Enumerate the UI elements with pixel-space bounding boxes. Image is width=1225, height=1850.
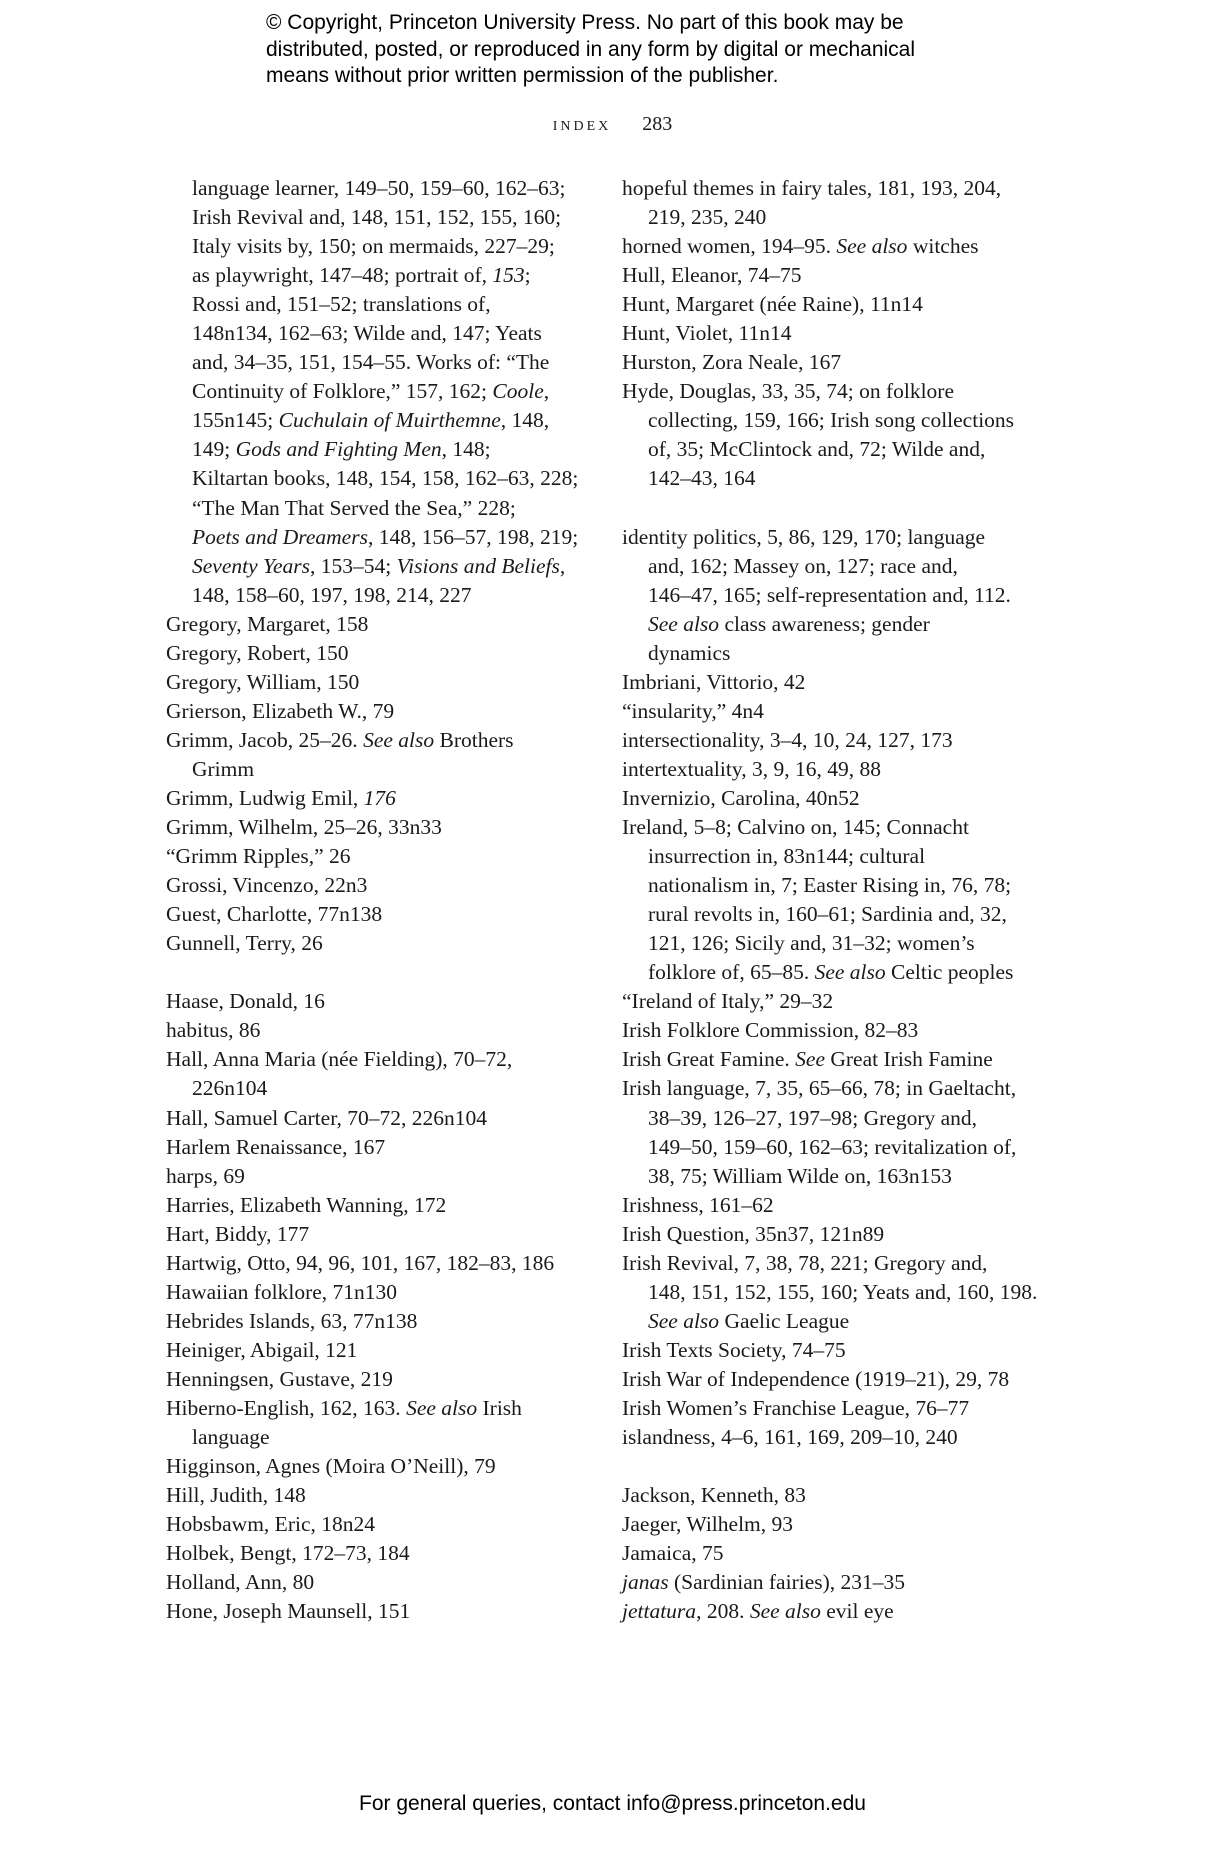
- index-entry-continuation: [622, 435, 1062, 464]
- index-entry: [622, 1394, 1062, 1423]
- entry-text: Grossi, Vincenzo, 22n3: [166, 873, 368, 898]
- entry-text: language learner, 149–50, 159–60, 162–63;: [192, 176, 566, 200]
- index-entry: [166, 871, 586, 900]
- entry-text: Rossi and, 151–52; translations of,: [192, 292, 491, 317]
- index-entry: [166, 1104, 586, 1133]
- index-entry: [622, 290, 1062, 319]
- entry-text: , 148;: [441, 437, 491, 462]
- index-entry: [622, 726, 1062, 755]
- index-entry-continuation: [622, 639, 1062, 668]
- entry-text: 148, 158–60, 197, 198, 214, 227: [192, 582, 472, 607]
- index-entry-continuation: [622, 1162, 1062, 1191]
- entry-text: , 208.: [696, 1599, 750, 1624]
- letter-group-gap: [622, 1452, 1062, 1481]
- index-entry-continuation: [166, 464, 586, 493]
- entry-text: , 148,: [500, 408, 550, 433]
- entry-text: Brothers: [434, 727, 514, 752]
- index-entry-continuation: [622, 958, 1062, 987]
- italic-text: Coole: [492, 379, 544, 404]
- entry-text: Hone, Joseph Maunsell, 151: [166, 1599, 411, 1624]
- italic-text: Seventy Years: [192, 553, 311, 578]
- italic-text: Gods and Fighting Men: [235, 437, 442, 462]
- index-entry: [622, 1539, 1062, 1568]
- index-entry: [622, 523, 1062, 552]
- index-entry: [166, 1394, 586, 1423]
- index-entry: [622, 261, 1062, 290]
- index-entry-continuation: [166, 552, 586, 581]
- copyright-notice: [266, 10, 1026, 90]
- index-entry: [166, 610, 586, 639]
- entry-text: identity politics, 5, 86, 129, 170; language: [622, 524, 986, 549]
- index-entry-continuation: [166, 290, 586, 319]
- index-entry: [166, 1133, 586, 1162]
- index-entry: [166, 1278, 586, 1307]
- index-entry: [166, 1481, 586, 1510]
- entry-text: dynamics: [648, 640, 731, 665]
- index-entry: [622, 1016, 1062, 1045]
- index-entry: [166, 1452, 586, 1481]
- entry-text: ;: [524, 263, 531, 288]
- index-entry: [622, 1191, 1062, 1220]
- index-entry: [622, 1481, 1062, 1510]
- letter-group-gap: [166, 958, 586, 987]
- index-entry: [166, 842, 586, 871]
- entry-text: Italy visits by, 150; on mermaids, 227–29;: [192, 234, 555, 259]
- entry-text: Irish Revival, 7, 38, 78, 221; Gregory and,: [622, 1250, 988, 1275]
- index-entry: [166, 639, 586, 668]
- index-entry: [622, 377, 1062, 406]
- entry-text: class awareness; gender: [719, 611, 930, 636]
- index-entry-continuation: [622, 929, 1062, 958]
- italic-text: See also: [814, 960, 886, 985]
- index-entry: [622, 174, 1062, 203]
- entry-text: , 153–54;: [310, 553, 397, 578]
- entry-text: collecting, 159, 166; Irish song collections: [648, 408, 1015, 433]
- entry-text: Hebrides Islands, 63, 77n138: [166, 1308, 418, 1333]
- entry-text: 149–50, 159–60, 162–63; revitalization of,: [648, 1134, 1017, 1159]
- index-entry-continuation: [166, 523, 586, 552]
- italic-text: See also: [836, 234, 908, 259]
- copyright-line: © Copyright, Princeton University Press. No part of this book may be: [266, 11, 904, 34]
- entry-text: Celtic peoples: [885, 960, 1014, 985]
- index-entry: [166, 697, 586, 726]
- entry-text: Gunnell, Terry, 26: [166, 931, 323, 956]
- entry-text: Gregory, William, 150: [166, 669, 360, 694]
- entry-text: harps, 69: [166, 1163, 245, 1188]
- index-entry-continuation: [166, 377, 586, 406]
- entry-text: Hunt, Margaret (née Raine), 11n14: [622, 292, 923, 317]
- index-entry: [166, 1045, 586, 1074]
- index-entry-continuation: [622, 552, 1062, 581]
- entry-text: Hull, Eleanor, 74–75: [622, 263, 802, 288]
- entry-text: Irish: [477, 1395, 522, 1420]
- entry-text: Irish language, 7, 35, 65–66, 78; in Gaeltacht,: [622, 1076, 1017, 1101]
- italic-text: See also: [363, 727, 435, 752]
- entry-text: folklore of, 65–85.: [648, 960, 815, 985]
- index-entry: [622, 1365, 1062, 1394]
- entry-text: Irish Revival and, 148, 151, 152, 155, 160;: [192, 205, 562, 230]
- copyright-line: distributed, posted, or reproduced in any form by digital or mechanical: [266, 37, 916, 61]
- entry-text: , 148, 156–57, 198, 219;: [367, 524, 579, 549]
- index-entry-continuation: [622, 406, 1062, 435]
- entry-text: as playwright, 147–48; portrait of,: [192, 263, 493, 288]
- italic-text: Visions and Beliefs: [396, 553, 560, 578]
- index-entry: [166, 726, 586, 755]
- entry-text: witches: [907, 234, 979, 259]
- entry-text: language: [192, 1425, 270, 1450]
- entry-text: intertextuality, 3, 9, 16, 49, 88: [622, 756, 881, 781]
- index-entry-continuation: [622, 871, 1062, 900]
- entry-text: insurrection in, 83n144; cultural: [648, 844, 926, 869]
- index-entry: [166, 1016, 586, 1045]
- entry-text: Invernizio, Carolina, 40n52: [622, 785, 860, 810]
- italic-text: 153: [492, 263, 525, 288]
- entry-text: Hall, Samuel Carter, 70–72, 226n104: [166, 1105, 487, 1130]
- index-entry: [166, 1568, 586, 1597]
- index-entry-continuation: [622, 1133, 1062, 1162]
- index-entry-continuation: [166, 755, 586, 784]
- index-column-right: [622, 174, 1062, 1626]
- entry-text: Holbek, Bengt, 172–73, 184: [166, 1541, 410, 1566]
- italic-text: janas: [622, 1570, 669, 1595]
- running-head-label: index: [552, 113, 612, 135]
- index-entry-continuation: [622, 1104, 1062, 1133]
- index-entry: [622, 1568, 1062, 1597]
- entry-text: “The Man That Served the Sea,” 228;: [192, 495, 516, 520]
- entry-text: 146–47, 165; self-representation and, 112.: [648, 582, 1011, 607]
- index-entry-continuation: [622, 900, 1062, 929]
- entry-text: Kiltartan books, 148, 154, 158, 162–63, 228;: [192, 466, 579, 491]
- entry-text: Hobsbawm, Eric, 18n24: [166, 1512, 375, 1537]
- entry-text: Irishness, 161–62: [622, 1192, 774, 1217]
- entry-text: Hyde, Douglas, 33, 35, 74; on folklore: [622, 379, 955, 404]
- running-head: [0, 113, 1225, 136]
- index-entry: [622, 1423, 1062, 1452]
- index-entry: [166, 813, 586, 842]
- entry-text: islandness, 4–6, 161, 169, 209–10, 240: [622, 1425, 958, 1450]
- index-entry: [622, 1220, 1062, 1249]
- entry-text: hopeful themes in fairy tales, 181, 193, 204,: [622, 176, 1002, 200]
- entry-text: Grimm, Ludwig Emil,: [166, 785, 364, 810]
- entry-text: Irish War of Independence (1919–21), 29, 78: [622, 1366, 1010, 1391]
- entry-text: and, 34–35, 151, 154–55. Works of: “The: [192, 350, 550, 375]
- entry-text: (Sardinian fairies), 231–35: [668, 1570, 906, 1595]
- index-entry-continuation: [622, 203, 1062, 232]
- entry-text: Gaelic League: [719, 1308, 850, 1333]
- entry-text: 142–43, 164: [648, 466, 756, 491]
- index-entry-continuation: [166, 1423, 586, 1452]
- index-entry: [622, 348, 1062, 377]
- index-entry: [622, 1045, 1062, 1074]
- entry-text: nationalism in, 7; Easter Rising in, 76, 78;: [648, 873, 1012, 898]
- index-entry: [166, 1365, 586, 1394]
- index-entry: [622, 319, 1062, 348]
- entry-text: Gregory, Robert, 150: [166, 640, 349, 665]
- index-entry: [622, 232, 1062, 261]
- index-entry: [622, 1510, 1062, 1539]
- entry-text: intersectionality, 3–4, 10, 24, 127, 173: [622, 727, 953, 752]
- entry-text: Irish Folklore Commission, 82–83: [622, 1018, 919, 1043]
- index-entry: [622, 1074, 1062, 1103]
- entry-text: horned women, 194–95.: [622, 234, 837, 259]
- entry-text: and, 162; Massey on, 127; race and,: [648, 553, 958, 578]
- italic-text: See also: [648, 1308, 720, 1333]
- index-entry-continuation: [622, 842, 1062, 871]
- entry-text: 149;: [192, 437, 236, 462]
- italic-text: Poets and Dreamers: [192, 524, 368, 549]
- entry-text: ,: [559, 553, 566, 578]
- index-entry: [166, 1307, 586, 1336]
- entry-text: 155n145;: [192, 408, 279, 433]
- italic-text: See: [795, 1047, 825, 1072]
- entry-text: Jackson, Kenneth, 83: [622, 1483, 806, 1508]
- entry-text: Hunt, Violet, 11n14: [622, 321, 792, 346]
- entry-text: Continuity of Folklore,” 157, 162;: [192, 379, 493, 404]
- index-entry-continuation: [166, 435, 586, 464]
- index-entry-continuation: [166, 1074, 586, 1103]
- entry-text: Holland, Ann, 80: [166, 1570, 315, 1595]
- letter-group-gap: [622, 494, 1062, 523]
- italic-text: See also: [648, 611, 720, 636]
- index-entry-continuation: [166, 319, 586, 348]
- index-entry-continuation: [622, 1278, 1062, 1307]
- index-entry-continuation: [166, 232, 586, 261]
- italic-text: jettatura: [622, 1599, 697, 1624]
- copyright-line: means without prior written permission of the publisher.: [266, 64, 779, 87]
- entry-text: ,: [543, 379, 550, 404]
- entry-text: Hiberno-English, 162, 163.: [166, 1395, 407, 1420]
- index-entry: [622, 697, 1062, 726]
- index-entry: [166, 987, 586, 1016]
- entry-text: Hart, Biddy, 177: [166, 1221, 310, 1246]
- entry-text: habitus, 86: [166, 1018, 261, 1043]
- italic-text: See also: [406, 1395, 478, 1420]
- index-entry-continuation: [166, 406, 586, 435]
- entry-text: Hartwig, Otto, 94, 96, 101, 167, 182–83, 186: [166, 1250, 555, 1275]
- index-entry: [166, 1510, 586, 1539]
- index-entry-continuation: [166, 261, 586, 290]
- index-entry: [622, 755, 1062, 784]
- index-entry: [166, 1539, 586, 1568]
- entry-text: Irish Question, 35n37, 121n89: [622, 1221, 885, 1246]
- entry-text: 148, 151, 152, 155, 160; Yeats and, 160, 198.: [648, 1279, 1038, 1304]
- index-entry-continuation: [622, 464, 1062, 493]
- entry-text: Henningsen, Gustave, 219: [166, 1366, 393, 1391]
- entry-text: 226n104: [192, 1076, 268, 1101]
- entry-text: “Ireland of Italy,” 29–32: [622, 989, 834, 1014]
- index-entry: [166, 900, 586, 929]
- index-entry: [166, 784, 586, 813]
- footer-contact: For general queries, contact info@press.princeton.edu: [359, 1792, 866, 1815]
- index-entry: [622, 668, 1062, 697]
- entry-text: 121, 126; Sicily and, 31–32; women’s: [648, 931, 975, 956]
- entry-text: Harries, Elizabeth Wanning, 172: [166, 1192, 447, 1217]
- entry-text: “insularity,” 4n4: [622, 698, 764, 723]
- entry-text: “Grimm Ripples,” 26: [166, 844, 351, 869]
- index-column-left: [166, 174, 586, 1626]
- entry-text: Haase, Donald, 16: [166, 989, 325, 1014]
- entry-text: 38–39, 126–27, 197–98; Gregory and,: [648, 1105, 978, 1130]
- index-entry-continuation: [166, 581, 586, 610]
- entry-text: Great Irish Famine: [825, 1047, 993, 1072]
- entry-text: 38, 75; William Wilde on, 163n153: [648, 1163, 952, 1188]
- entry-text: of, 35; McClintock and, 72; Wilde and,: [648, 437, 986, 462]
- entry-text: Gregory, Margaret, 158: [166, 611, 369, 636]
- index-entry: [166, 1191, 586, 1220]
- entry-text: Guest, Charlotte, 77n138: [166, 902, 383, 927]
- index-entry: [622, 1336, 1062, 1365]
- index-entry: [622, 1249, 1062, 1278]
- index-entry: [166, 1597, 586, 1626]
- entry-text: Higginson, Agnes (Moira O’Neill), 79: [166, 1454, 496, 1479]
- index-entry: [622, 784, 1062, 813]
- entry-text: Grimm, Jacob, 25–26.: [166, 727, 364, 752]
- entry-text: Irish Great Famine.: [622, 1047, 796, 1072]
- index-entry: [622, 813, 1062, 842]
- index-entry-continuation: [166, 494, 586, 523]
- entry-text: rural revolts in, 160–61; Sardinia and, 32,: [648, 902, 1007, 927]
- index-entry: [166, 1336, 586, 1365]
- entry-text: Grimm: [192, 756, 255, 781]
- index-entry: [166, 1162, 586, 1191]
- entry-text: Jamaica, 75: [622, 1541, 724, 1566]
- index-entry-continuation: [166, 203, 586, 232]
- index-entry: [166, 668, 586, 697]
- italic-text: 176: [363, 785, 396, 810]
- entry-text: Harlem Renaissance, 167: [166, 1134, 386, 1159]
- entry-text: Jaeger, Wilhelm, 93: [622, 1512, 794, 1537]
- entry-text: Imbriani, Vittorio, 42: [622, 669, 806, 694]
- entry-text: Hill, Judith, 148: [166, 1483, 306, 1508]
- entry-text: Grierson, Elizabeth W., 79: [166, 698, 395, 723]
- page-number: 283: [642, 113, 673, 135]
- entry-text: Irish Texts Society, 74–75: [622, 1337, 846, 1362]
- entry-text: evil eye: [820, 1599, 894, 1624]
- index-entry: [622, 1597, 1062, 1626]
- italic-text: See also: [749, 1599, 821, 1624]
- index-entry-continuation: [622, 610, 1062, 639]
- index-entry-continuation: [166, 348, 586, 377]
- entry-text: Hawaiian folklore, 71n130: [166, 1279, 398, 1304]
- entry-text: Hurston, Zora Neale, 167: [622, 350, 842, 375]
- italic-text: Cuchulain of Muirthemne: [278, 408, 501, 433]
- index-entry-continuation: [622, 581, 1062, 610]
- index-entry: [622, 987, 1062, 1016]
- entry-text: Irish Women’s Franchise League, 76–77: [622, 1395, 970, 1420]
- index-entry: [166, 1220, 586, 1249]
- index-entry: [166, 1249, 586, 1278]
- entry-text: Heiniger, Abigail, 121: [166, 1337, 358, 1362]
- entry-text: Ireland, 5–8; Calvino on, 145; Connacht: [622, 815, 969, 840]
- entry-text: Grimm, Wilhelm, 25–26, 33n33: [166, 815, 442, 840]
- entry-text: 148n134, 162–63; Wilde and, 147; Yeats: [192, 321, 542, 346]
- entry-text: Hall, Anna Maria (née Fielding), 70–72,: [166, 1047, 513, 1072]
- entry-text: 219, 235, 240: [648, 205, 767, 230]
- index-entry-continuation: [622, 1307, 1062, 1336]
- index-entry: [166, 929, 586, 958]
- index-entry-continuation: [166, 174, 586, 203]
